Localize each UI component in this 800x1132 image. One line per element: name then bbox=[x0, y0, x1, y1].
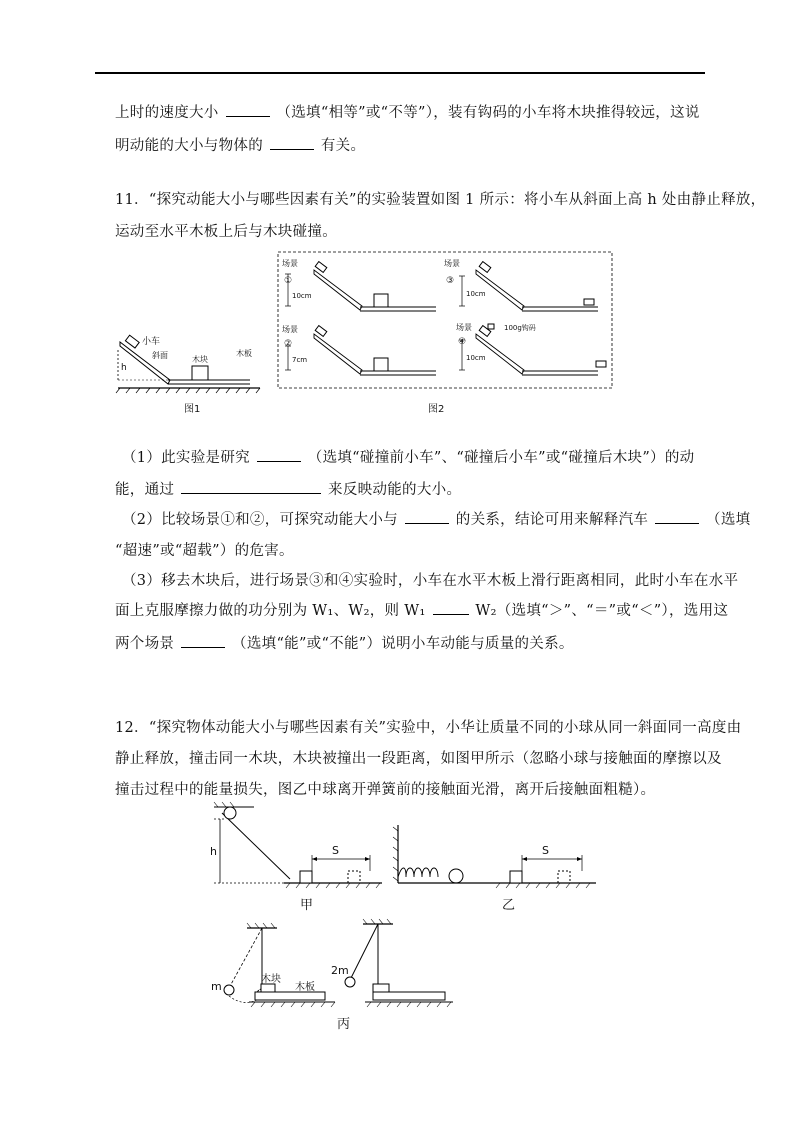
fig2-caption: 图2 bbox=[428, 404, 445, 415]
text-line bbox=[115, 478, 461, 499]
text: 有关。 bbox=[320, 138, 366, 154]
fig1-block-label: 木块 bbox=[192, 355, 208, 364]
scene-number: ① bbox=[284, 276, 293, 286]
text: 来反映动能的大小。 bbox=[328, 482, 462, 498]
text: 的关系，结论可用来解释汽车 bbox=[455, 512, 649, 528]
answer-blank[interactable] bbox=[655, 509, 699, 524]
fig1-car-label: 小车 bbox=[142, 337, 161, 347]
text: 上时的速度大小 bbox=[115, 105, 219, 121]
text: W₂（选填“＞”、“＝”或“＜”），选用这 bbox=[475, 603, 729, 619]
q12-line-1: 12．“探究物体动能大小与哪些因素有关”实验中，小华让质量不同的小球从同一斜面同一高度由 bbox=[115, 720, 742, 736]
scene-number: ② bbox=[284, 339, 293, 349]
bing-m-label: m bbox=[211, 980, 222, 993]
q12-line-2: 静止释放，撞击同一木块，木块被撞出一段距离，如图甲所示（忽略小球与接触面的摩擦以及 bbox=[115, 751, 722, 767]
bing-block-label: 木块 bbox=[261, 974, 281, 985]
text-line bbox=[115, 134, 365, 155]
q11-line-2: 运动至水平木板上后与木块碰撞。 bbox=[115, 224, 337, 240]
text-line bbox=[115, 632, 574, 653]
scene-number: ③ bbox=[446, 276, 455, 286]
scene-weight: 100g钩码 bbox=[504, 324, 536, 332]
scene-height: 10cm bbox=[466, 290, 486, 298]
scene-label: 场景 bbox=[456, 323, 472, 332]
figure-1 bbox=[110, 330, 280, 420]
figure-2 bbox=[276, 250, 616, 420]
answer-blank[interactable] bbox=[433, 600, 469, 615]
text-line: （3）移去木块后，进行场景③和④实验时，小车在水平木板上滑行距离相同，此时小车在水平 bbox=[122, 573, 739, 589]
text-line: “超速”或“超载”）的危害。 bbox=[115, 543, 294, 559]
figure-bing bbox=[205, 920, 455, 1035]
fig1-board-label: 木板 bbox=[236, 349, 252, 358]
fig1-caption: 图1 bbox=[184, 404, 201, 415]
text-line bbox=[122, 508, 750, 529]
text: （2）比较场景①和②，可探究动能大小与 bbox=[122, 512, 398, 528]
scene-height: 10cm bbox=[292, 292, 312, 300]
text-line bbox=[122, 446, 694, 467]
text: 明动能的大小与物体的 bbox=[115, 138, 263, 154]
text: （选填 bbox=[706, 512, 751, 528]
header-rule bbox=[95, 72, 705, 74]
text: （选填“相等”或“不等”），装有钩码的小车将木块推得较远，这说 bbox=[276, 105, 700, 121]
fig-jia-caption: 甲 bbox=[300, 898, 314, 913]
text-line bbox=[115, 101, 700, 122]
answer-blank[interactable] bbox=[226, 102, 270, 117]
q12-line-3: 撞击过程中的能量损失，图乙中球离开弹簧前的接触面光滑，离开后接触面粗糙）。 bbox=[115, 782, 656, 798]
scene-height: 10cm bbox=[466, 354, 486, 362]
text: 两个场景 bbox=[115, 636, 175, 652]
bing-board-label: 木板 bbox=[295, 982, 315, 993]
text-line bbox=[115, 599, 728, 620]
answer-blank[interactable] bbox=[181, 479, 321, 494]
answer-blank[interactable] bbox=[405, 509, 449, 524]
text: 能，通过 bbox=[115, 482, 175, 498]
fig1-incline-label: 斜面 bbox=[152, 351, 168, 360]
text: 面上克服摩擦力做的功分别为 W₁、W₂，则 W₁ bbox=[115, 603, 426, 619]
scene-label: 场景 bbox=[282, 259, 298, 268]
scene-label: 场景 bbox=[282, 325, 298, 334]
jia-s-label: S bbox=[332, 844, 339, 857]
text: （1）此实验是研究 bbox=[122, 450, 250, 466]
scene-label: 场景 bbox=[444, 259, 460, 268]
answer-blank[interactable] bbox=[181, 633, 225, 648]
fig-yi-caption: 乙 bbox=[502, 898, 516, 913]
fig-bing-caption: 丙 bbox=[337, 1017, 351, 1032]
figure-jia-yi bbox=[200, 805, 600, 915]
scene-number: ④ bbox=[458, 337, 467, 347]
text: （选填“碰撞前小车”、“碰撞后小车”或“碰撞后木块”）的动 bbox=[307, 450, 695, 466]
yi-s-label: S bbox=[542, 844, 549, 857]
bing-2m-label: 2m bbox=[331, 964, 349, 977]
jia-h-label: h bbox=[210, 845, 217, 858]
scene-height: 7cm bbox=[292, 356, 308, 364]
answer-blank[interactable] bbox=[257, 447, 301, 462]
fig1-h-label: h bbox=[121, 363, 127, 373]
answer-blank[interactable] bbox=[270, 135, 314, 150]
q11-line-1: 11．“探究动能大小与哪些因素有关”的实验装置如图 1 所示：将小车从斜面上高 h 处由静止释放， bbox=[115, 192, 766, 208]
text: （选填“能”或“不能”）说明小车动能与质量的关系。 bbox=[232, 636, 574, 652]
